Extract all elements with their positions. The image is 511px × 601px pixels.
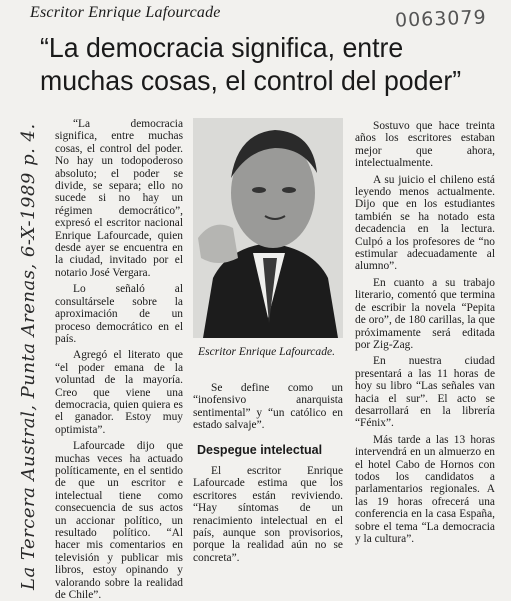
portrait-image <box>193 118 343 338</box>
article-column-3 <box>355 120 495 545</box>
paragraph: “La democracia significa, entre muchas cosas, el control del poder. No hay un todopoderoso absoluto; el poder se divide, se separa; ello no sucede si no hay un régimen democrático”, expresó el escritor nacional Enrique Lafourcade, quien desde ayer se encuentra en la ciudad, invitado por el notario José Vergara. <box>55 118 183 279</box>
kicker: Escritor Enrique Lafourcade <box>30 4 221 21</box>
paragraph: En nuestra ciudad presentará a las 11 horas de hoy su libro “Las señales van hacia el sur”. El acto se desarrollará en la librería “Fénix”. <box>355 355 495 430</box>
paragraph: Agregó el literato que “el poder emana de la voluntad de la mayoría. Creo que viene una democracia, quien quiera es el ganador. Estoy muy optimista”. <box>55 349 183 436</box>
paragraph: Se define como un “inofensivo anarquista sentimental” y “un católico en estado salvaje”. <box>193 382 343 432</box>
paragraph: Más tarde a las 13 horas intervendrá en un almuerzo en el hotel Cabo de Hornos con todos los candidatos a parlamentarios regionales. A las 19 horas ofrecerá una conferencia en la casa España, sobre el tema “La democracia y la cultura”. <box>355 433 495 545</box>
paragraph: El escritor Enrique Lafourcade estima que los escritores están reviviendo. “Hay síntomas de un renacimiento intelectual en el país, aunque son provisorios, porque la realidad aún no se concreta”. <box>193 465 343 564</box>
article-column-1 <box>55 118 183 601</box>
paragraph: Lo señaló al consultársele sobre la aproximación de un proceso democrático en el país. <box>55 283 183 345</box>
headline: “La democracia significa, entre muchas cosas, el control del poder” <box>40 32 462 96</box>
archive-stamp: 0063079 <box>394 6 487 32</box>
photo-caption: Escritor Enrique Lafourcade. <box>198 345 336 358</box>
author-photo <box>193 118 343 338</box>
paragraph: En cuanto a su trabajo literario, comentó que termina de escribir la novela “Pepita de oro”, de 180 carillas, la que próximamente será editada por Zig-Zag. <box>355 276 495 351</box>
handwritten-source-note: La Tercera Austral, Punta Arenas, 6-X-1989 p. 4. <box>18 123 39 590</box>
paragraph: Sostuvo que hace treinta años los escritores estaban mejor que ahora, intelectualmente. <box>355 120 495 170</box>
article-column-2b <box>193 465 343 564</box>
section-subhead: Despegue intelectual <box>197 443 323 457</box>
article-column-2 <box>193 382 343 432</box>
paragraph: Lafourcade dijo que muchas veces ha actuado políticamente, en el sentido de que un escritor e intelectual tiene como consecuencia de sus actos un accionar político, un resultado político. “Al hacer mis comentarios en televisión y publicar mis libros, estoy opinando y valorando sobre la realidad de Chile”. <box>55 440 183 601</box>
paragraph: A su juicio el chileno está leyendo menos actualmente. Dijo que en los estudiantes también se ha notado esta decadencia en la lectura. Culpó a los profesores de “no estimular adecuadamente al alumno”. <box>355 173 495 273</box>
